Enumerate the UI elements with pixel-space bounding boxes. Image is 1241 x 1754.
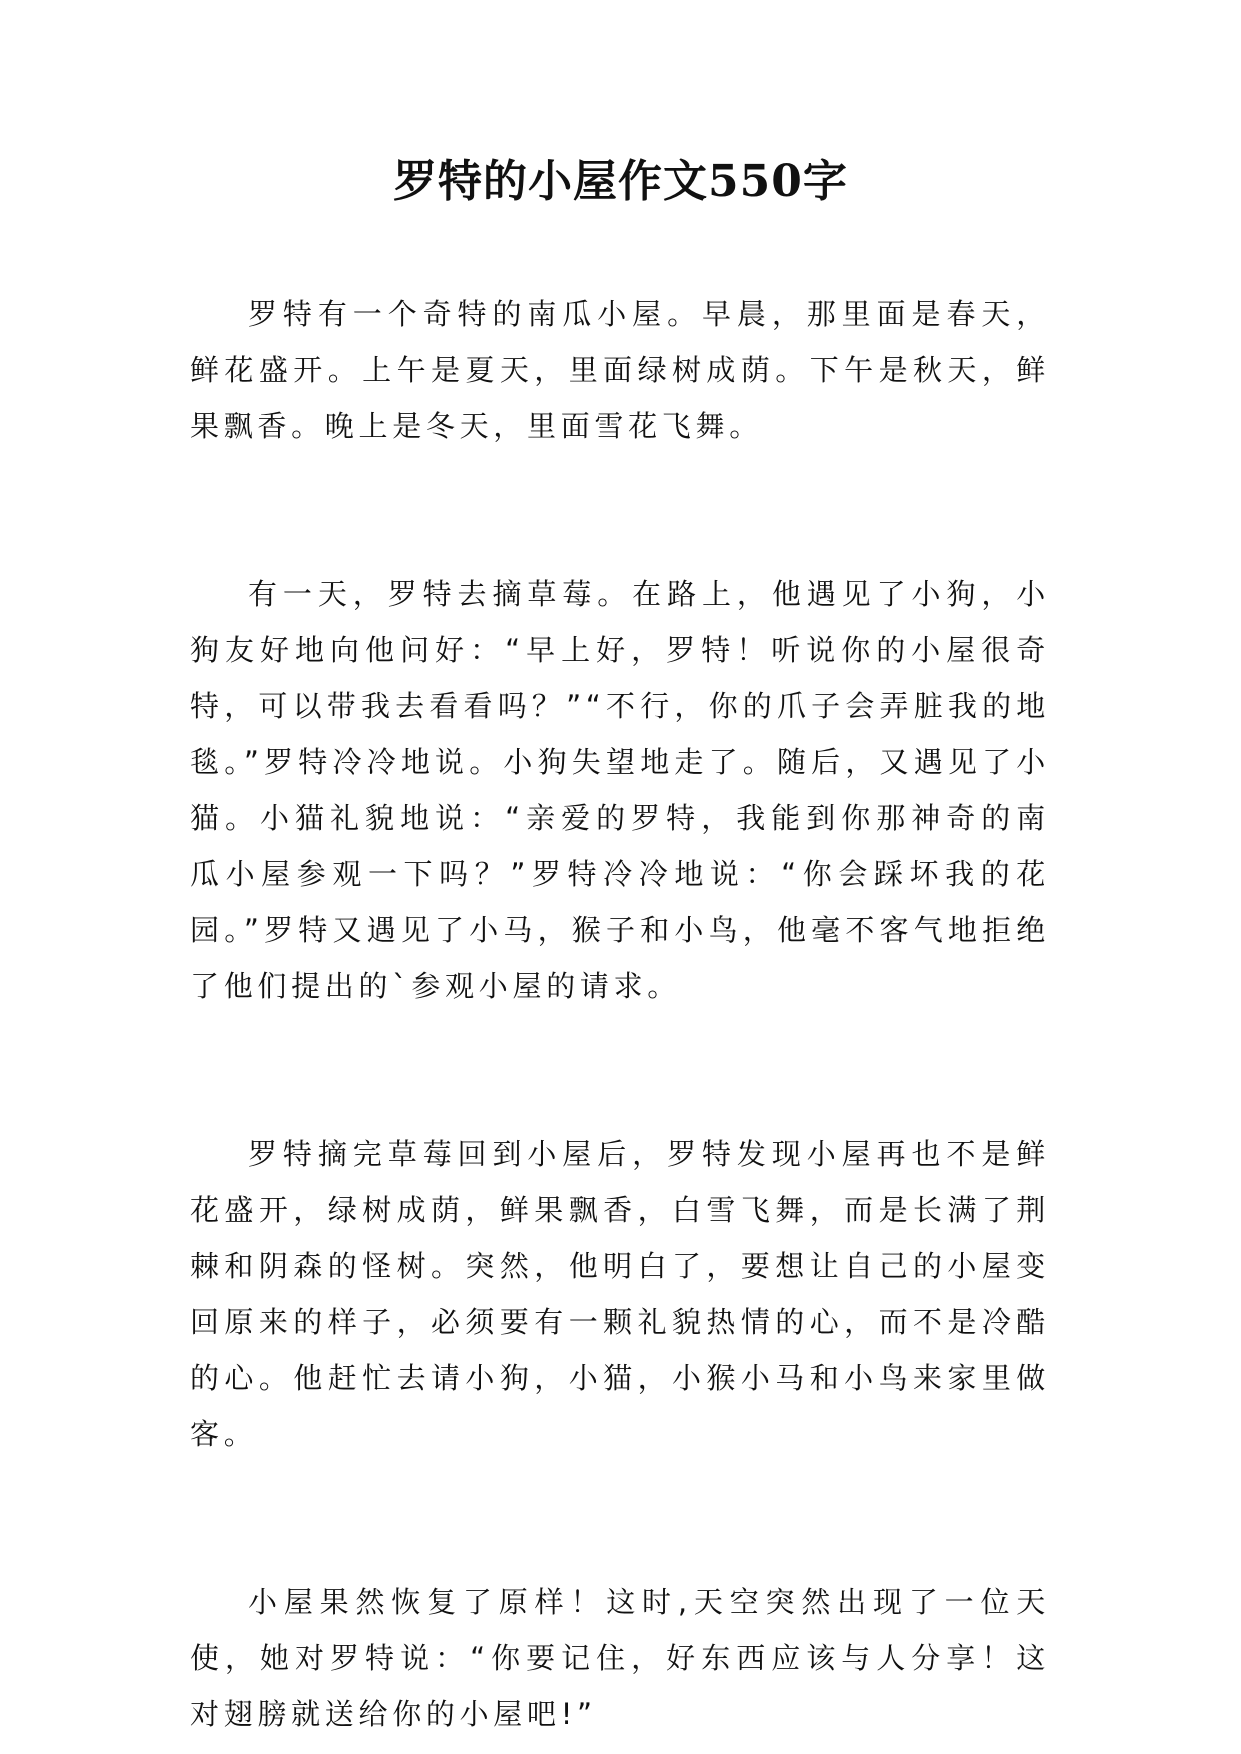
- paragraph-2: 有一天，罗特去摘草莓。在路上，他遇见了小狗，小狗友好地向他问好：“早上好，罗特！听说你的小屋很奇特，可以带我去看看吗？”“不行，你的爪子会弄脏我的地毯。”罗特冷冷地说。小狗失望地走了。随后，又遇见了小猫。小猫礼貌地说：“亲爱的罗特，我能到你那神奇的南瓜小屋参观一下吗？”罗特冷冷地说：“你会踩坏我的花园。”罗特又遇见了小马，猴子和小鸟，他毫不客气地拒绝了他们提出的`参观小屋的请求。: [190, 577, 1050, 1003]
- paragraph-1: 罗特有一个奇特的南瓜小屋。早晨，那里面是春天，鲜花盛开。上午是夏天，里面绿树成荫。下午是秋天，鲜果飘香。晚上是冬天，里面雪花飞舞。: [190, 297, 1050, 443]
- document-body: [190, 286, 1050, 1742]
- document-title: 罗特的小屋作文550字: [393, 156, 848, 207]
- paragraph-3: 罗特摘完草莓回到小屋后，罗特发现小屋再也不是鲜花盛开，绿树成荫，鲜果飘香，白雪飞舞，而是长满了荆棘和阴森的怪树。突然，他明白了，要想让自己的小屋变回原来的样子，必须要有一颗礼貌热情的心，而不是冷酷的心。他赶忙去请小狗，小猫，小猴小马和小鸟来家里做客。: [190, 1137, 1050, 1451]
- paragraph-4: 小屋果然恢复了原样！这时,天空突然出现了一位天使，她对罗特说：“你要记住，好东西应该与人分享！这对翅膀就送给你的小屋吧!”: [190, 1585, 1050, 1731]
